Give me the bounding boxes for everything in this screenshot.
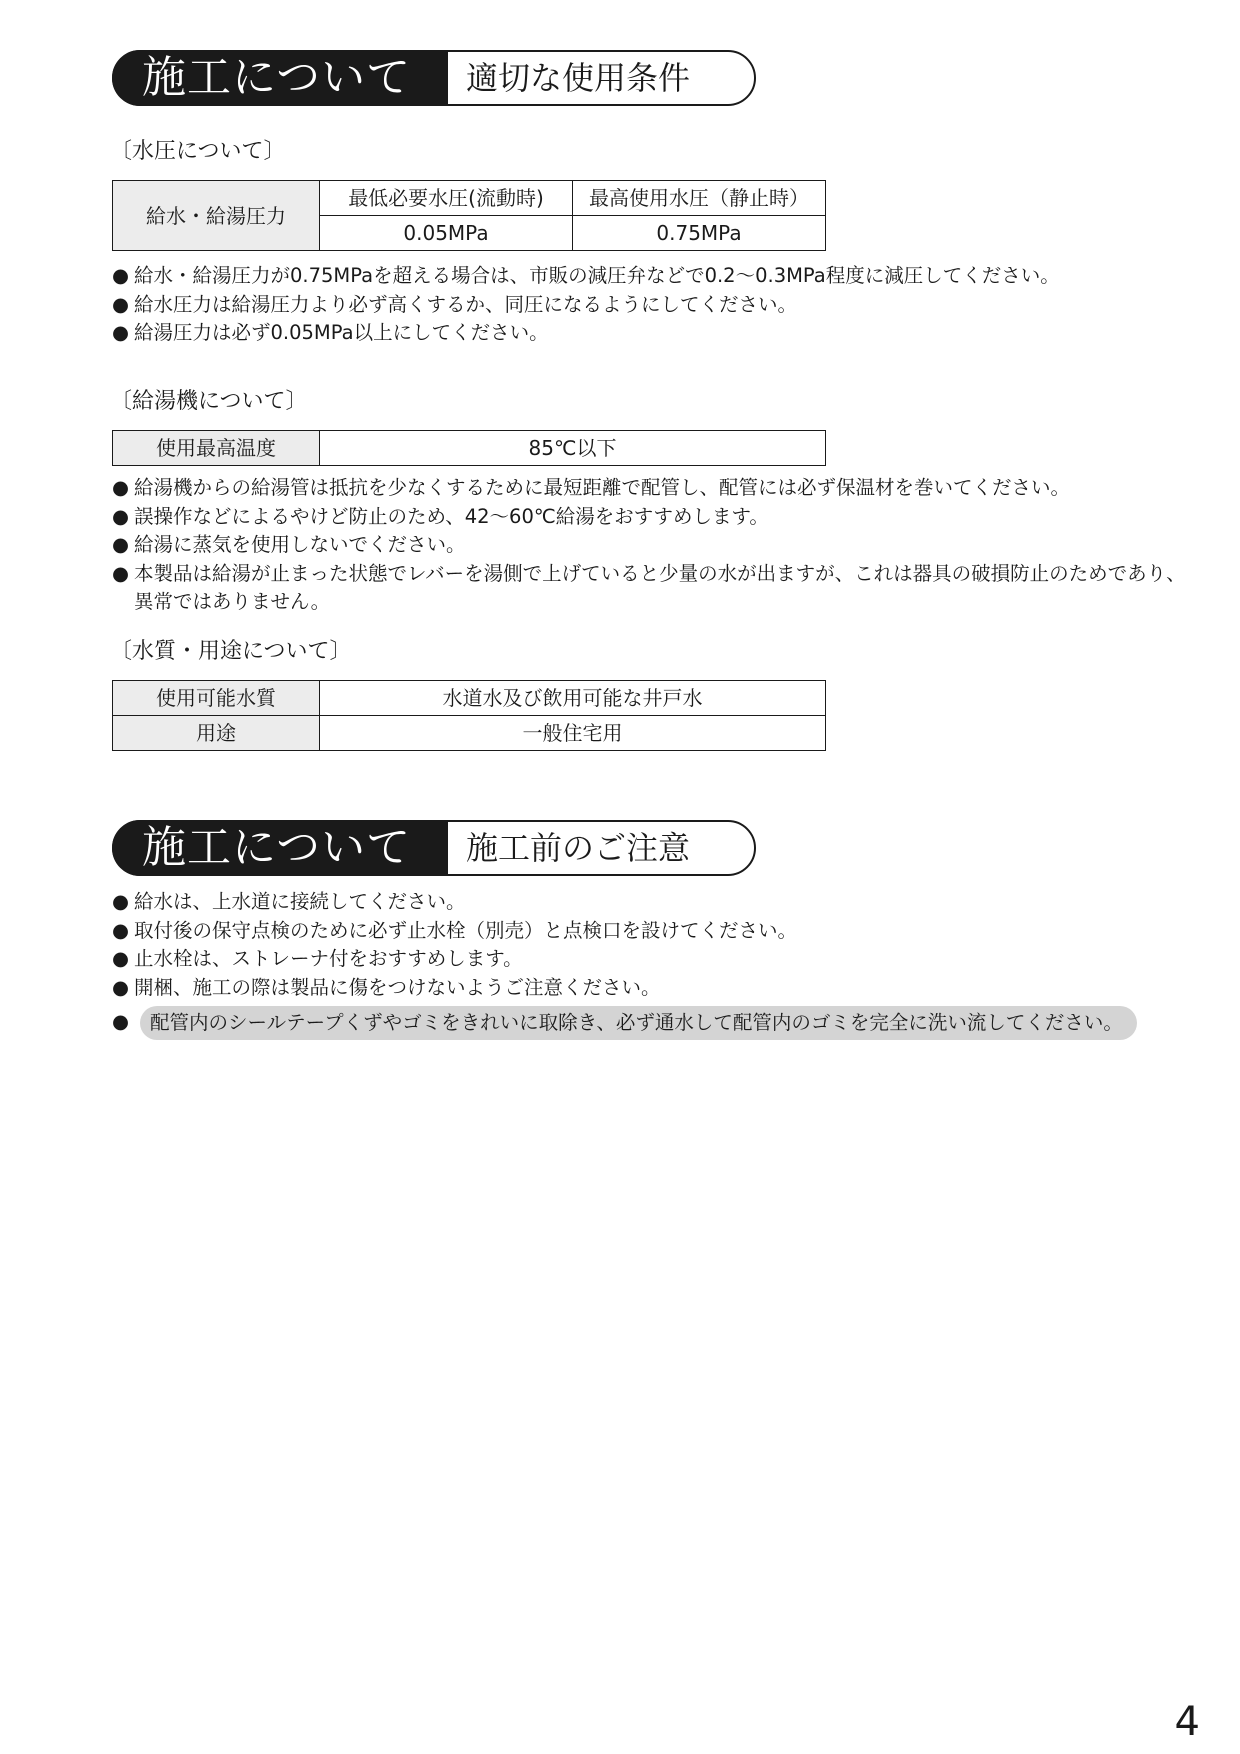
note-item (112, 917, 1192, 946)
banner-subtitle: 施工前のご注意 (466, 829, 691, 867)
section-banner-conditions (112, 50, 756, 106)
pressure-col1-header: 最低必要水圧(流動時) (320, 181, 573, 216)
note-text: 給水は、上水道に接続してください。 (134, 890, 466, 913)
note-text: 給水・給湯圧力が0.75MPaを超える場合は、市販の減圧弁などで0.2～0.3MPa程度に減圧してください。 (134, 264, 1060, 287)
heater-row-value: 85℃以下 (320, 431, 826, 466)
bullet-icon: ● (112, 975, 130, 999)
page-number: 4 (1174, 1699, 1200, 1745)
pressure-col2-header: 最高使用水圧（静止時） (573, 181, 826, 216)
note-item (112, 291, 1192, 320)
note-item-highlighted (112, 1006, 1192, 1040)
note-text: 開梱、施工の際は製品に傷をつけないようご注意ください。 (134, 975, 661, 999)
section-banner-precautions (112, 820, 756, 876)
bullet-icon: ● (112, 533, 130, 556)
quality-table (112, 680, 826, 751)
quality-row1-value: 水道水及び飲用可能な井戸水 (320, 681, 826, 716)
banner-main-title: 施工について (142, 822, 412, 873)
note-item (112, 262, 1192, 291)
note-text: 給湯圧力は必ず0.05MPa以上にしてください。 (134, 321, 549, 344)
pressure-col1-value: 0.05MPa (320, 216, 573, 251)
highlighted-note-text: 配管内のシールテープくずやゴミをきれいに取除き、必ず通水して配管内のゴミを完全に洗い流してください。 (140, 1006, 1137, 1040)
quality-row2-value: 一般住宅用 (320, 716, 826, 751)
note-item (112, 974, 1192, 1003)
pressure-row-label: 給水・給湯圧力 (113, 181, 320, 251)
bullet-icon: ● (112, 321, 130, 344)
note-text: 取付後の保守点検のために必ず止水栓（別売）と点検口を設けてください。 (134, 918, 798, 942)
bullet-icon: ● (112, 504, 130, 528)
pressure-col2-value: 0.75MPa (573, 216, 826, 251)
banner-main-title: 施工について (142, 52, 412, 103)
quality-heading: 〔水質・用途について〕 (110, 639, 352, 664)
note-text: 誤操作などによるやけど防止のため、42～60℃給湯をおすすめします。 (134, 504, 769, 528)
note-text: 給湯機からの給湯管は抵抗を少なくするために最短距離で配管し、配管には必ず保温材を巻いてください。 (134, 476, 1071, 499)
note-item (112, 474, 1192, 503)
note-text: 給湯に蒸気を使用しないでください。 (134, 533, 466, 556)
note-text: 本製品は給湯が止まった状態でレバーを湯側で上げていると少量の水が出ますが、これは器具の破損防止のためであり、異常ではありません。 (134, 561, 1186, 613)
water-pressure-table (112, 180, 826, 251)
bullet-icon: ● (112, 1010, 130, 1033)
note-item (112, 503, 1192, 532)
note-item (112, 531, 1192, 560)
note-text: 止水栓は、ストレーナ付をおすすめします。 (134, 947, 523, 970)
bullet-icon: ● (112, 292, 130, 316)
banner-subtitle: 適切な使用条件 (466, 59, 691, 97)
heater-heading: 〔給湯機について〕 (110, 389, 308, 414)
heater-table (112, 430, 826, 466)
water-pressure-notes (112, 262, 1192, 348)
quality-row1-label: 使用可能水質 (113, 681, 320, 716)
bullet-icon: ● (112, 918, 130, 942)
heater-notes (112, 474, 1192, 617)
note-text: 給水圧力は給湯圧力より必ず高くするか、同圧になるようにしてください。 (134, 292, 798, 316)
bullet-icon: ● (112, 561, 130, 585)
heater-row-label: 使用最高温度 (113, 431, 320, 466)
precaution-notes (112, 888, 1192, 1040)
bullet-icon: ● (112, 264, 130, 287)
quality-row2-label: 用途 (113, 716, 320, 751)
note-item (112, 319, 1192, 348)
note-item (112, 560, 1192, 617)
note-item (112, 945, 1192, 974)
bullet-icon: ● (112, 890, 130, 913)
bullet-icon: ● (112, 476, 130, 499)
water-pressure-heading: 〔水圧について〕 (110, 139, 286, 164)
note-item (112, 888, 1192, 917)
bullet-icon: ● (112, 947, 130, 970)
